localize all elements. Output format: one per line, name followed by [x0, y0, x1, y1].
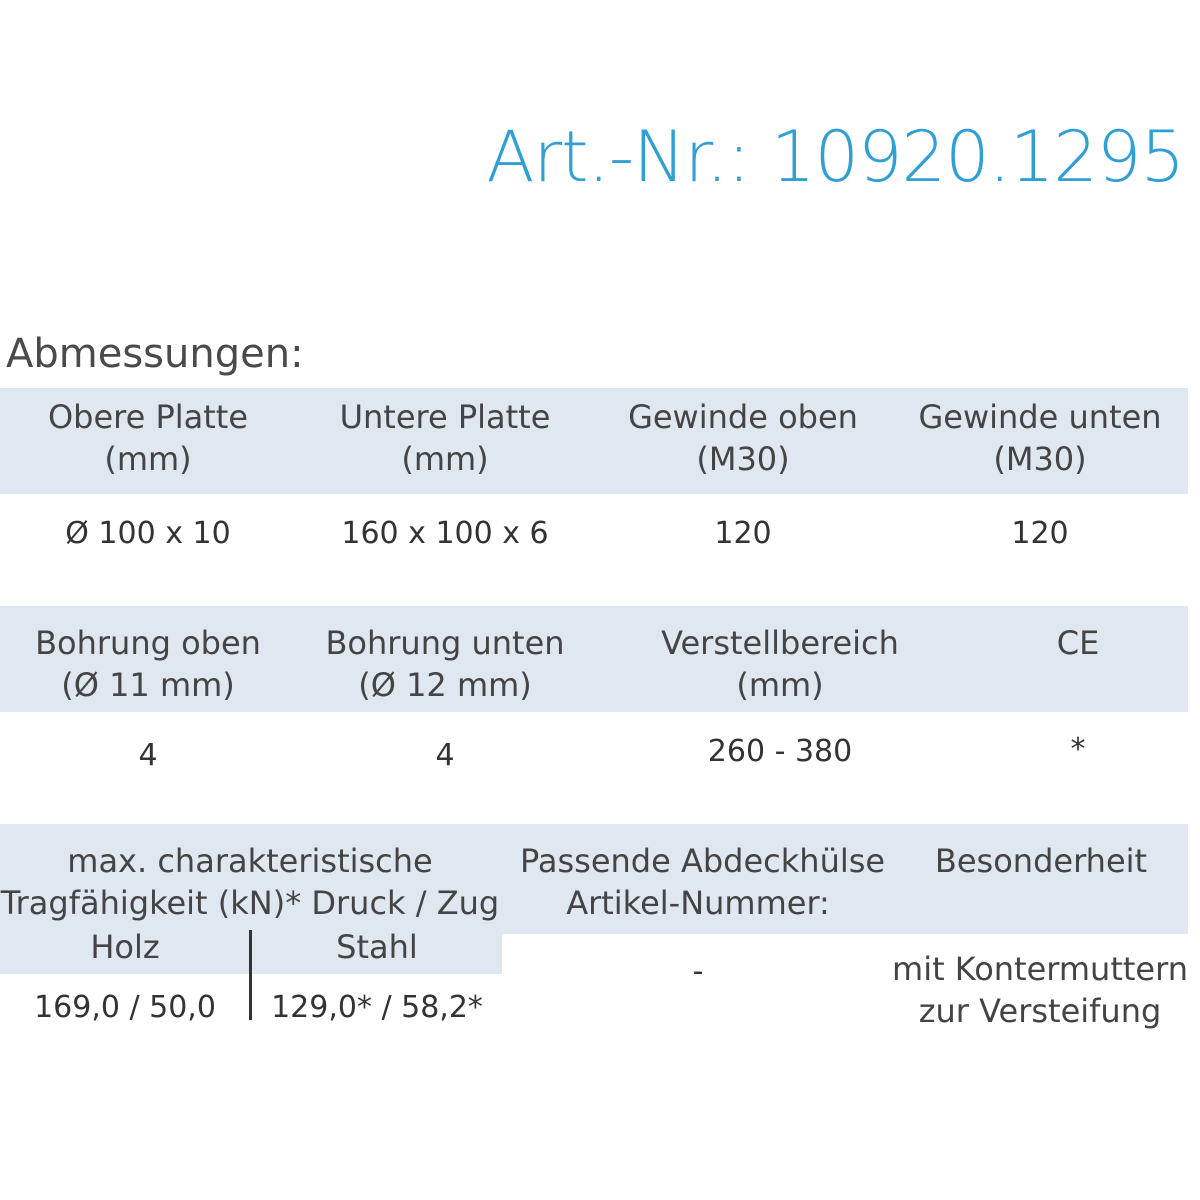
value-besonderheit-line2: zur Versteifung — [918, 992, 1162, 1030]
header-obere-platte-line2: (mm) — [104, 440, 192, 478]
value-untere-platte: 160 x 100 x 6 — [341, 516, 549, 551]
value-abdeckhuelse: - — [692, 954, 704, 989]
header-bohrung-oben-line2: (Ø 11 mm) — [61, 666, 235, 704]
header-bohrung-oben — [0, 622, 296, 706]
header-besonderheit: Besonderheit — [934, 842, 1148, 880]
subheader-holz: Holz — [90, 928, 160, 966]
header-obere-platte-line1: Obere Platte — [47, 398, 249, 436]
header-gewinde-oben-line1: Gewinde oben — [628, 398, 858, 436]
header-bohrung-unten — [296, 622, 594, 706]
header-bohrung-unten-line2: (Ø 12 mm) — [358, 666, 532, 704]
header-untere-platte-line2: (mm) — [401, 440, 489, 478]
value-stahl: 129,0* / 58,2* — [271, 990, 483, 1025]
value-obere-platte: Ø 100 x 10 — [65, 516, 231, 551]
value-ce: * — [1070, 732, 1086, 767]
header-untere-platte-line1: Untere Platte — [339, 398, 551, 436]
value-holz: 169,0 / 50,0 — [34, 990, 216, 1025]
value-besonderheit-line1: mit Kontermuttern — [892, 950, 1188, 988]
header-ce-line1: CE — [1056, 624, 1100, 662]
header-gewinde-unten — [892, 396, 1188, 480]
header-bohrung-oben-line1: Bohrung oben — [35, 624, 261, 662]
header-verstellbereich — [630, 622, 930, 706]
dimensions-heading: Abmessungen: — [6, 331, 304, 377]
header-abdeckhuelse — [520, 840, 886, 924]
value-bohrung-unten: 4 — [435, 738, 455, 773]
header-abdeckhuelse-line1: Passende Abdeckhülse — [520, 842, 886, 880]
value-gewinde-oben: 120 — [714, 516, 772, 551]
value-verstellbereich: 260 - 380 — [707, 734, 853, 769]
header-verstellbereich-line2: (mm) — [736, 666, 824, 704]
header-ce — [960, 622, 1196, 664]
article-number-title: Art.-Nr.: 10920.1295 — [486, 116, 1184, 198]
header-tragfaehigkeit-line2: Tragfähigkeit (kN)* Druck / Zug — [0, 884, 500, 922]
header-gewinde-unten-line2: (M30) — [993, 440, 1087, 478]
header-obere-platte — [0, 396, 296, 480]
value-gewinde-unten: 120 — [1011, 516, 1069, 551]
header-gewinde-oben — [594, 396, 892, 480]
subheader-stahl: Stahl — [336, 928, 418, 966]
header-abdeckhuelse-line2: Artikel-Nummer: — [566, 884, 830, 922]
value-besonderheit — [892, 948, 1188, 1032]
header-verstellbereich-line1: Verstellbereich — [661, 624, 899, 662]
header-gewinde-unten-line1: Gewinde unten — [918, 398, 1162, 436]
header-untere-platte — [296, 396, 594, 480]
header-bohrung-unten-line1: Bohrung unten — [325, 624, 565, 662]
header-tragfaehigkeit-line1: max. charakteristische — [67, 842, 433, 880]
header-tragfaehigkeit — [0, 840, 500, 924]
header-gewinde-oben-line2: (M30) — [696, 440, 790, 478]
value-bohrung-oben: 4 — [138, 738, 158, 773]
